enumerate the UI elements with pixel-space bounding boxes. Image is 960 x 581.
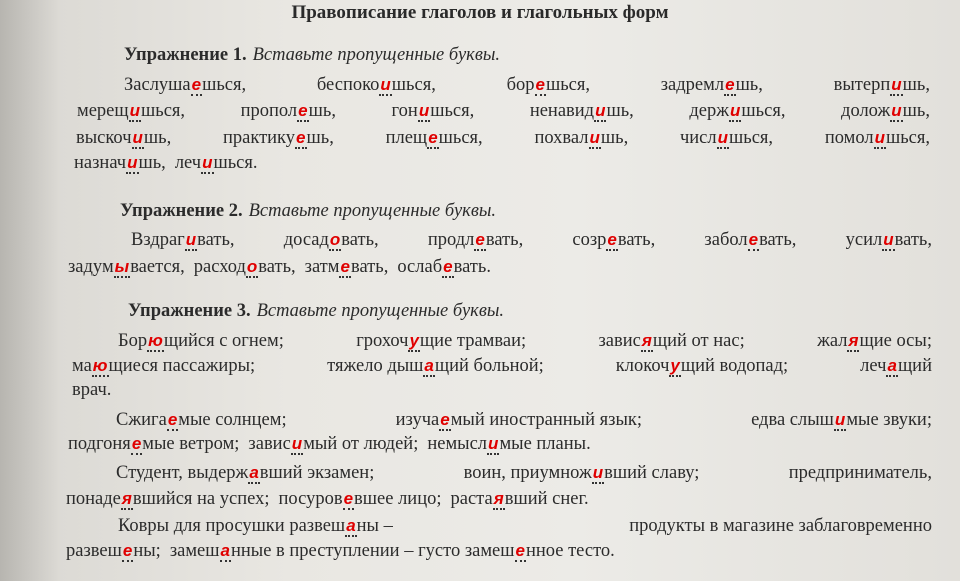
exercise-word: [598, 331, 744, 352]
inserted-letter: у: [670, 356, 680, 375]
inserted-letter: е: [191, 75, 202, 94]
word-text: вший снег.: [504, 489, 589, 509]
exercise-word: [317, 75, 436, 96]
word-text: щий больной;: [434, 356, 544, 376]
inserted-letter: и: [291, 434, 303, 453]
word-text: щий водопад;: [680, 356, 789, 376]
inserted-letter: я: [493, 489, 504, 508]
word-text: предприниматель,: [788, 463, 932, 483]
exercise-3-heading: Упражнение 3.: [128, 301, 251, 321]
exercise-2-header: [120, 201, 496, 222]
inserted-letter: и: [874, 128, 885, 147]
word-text: Бор: [118, 331, 148, 351]
exercise-2-heading: Упражнение 2.: [120, 201, 243, 221]
exercise-word: [66, 489, 270, 510]
exercise-word: [116, 463, 374, 484]
exercise-word: [194, 257, 296, 278]
inserted-letter: о: [329, 230, 341, 249]
exercise-3-line: [68, 434, 600, 455]
exercise-word: [817, 331, 932, 352]
word-text: задум: [68, 257, 114, 277]
word-text: ослаб: [397, 257, 443, 277]
word-text: грохоч: [356, 331, 409, 351]
inserted-letter: е: [440, 410, 450, 429]
inserted-letter: я: [121, 489, 132, 508]
word-text: клокоч: [615, 356, 670, 376]
word-text: вать,: [617, 230, 656, 250]
word-text: нное тесто.: [525, 541, 615, 561]
word-text: шь,: [306, 128, 334, 148]
word-text: шь,: [600, 128, 629, 148]
inserted-letter: я: [641, 331, 652, 350]
exercise-word: [534, 128, 628, 149]
exercise-word: [704, 230, 796, 251]
exercise-3-line: [72, 380, 120, 401]
inserted-letter: и: [883, 230, 894, 249]
exercise-word: [118, 331, 284, 352]
word-text: щийся с огнем;: [163, 331, 284, 351]
word-text: мые звуки;: [846, 410, 932, 430]
word-text: подгоня: [68, 434, 131, 454]
page-title: Правописание глаголов и глагольных форм: [291, 2, 669, 23]
exercise-1-header: [124, 45, 500, 66]
word-text: шь,: [308, 101, 336, 121]
exercise-word: [427, 434, 590, 455]
inserted-letter: е: [122, 541, 133, 560]
exercise-word: [507, 75, 590, 96]
word-text: шься,: [141, 101, 186, 121]
word-text: продл: [427, 230, 475, 250]
word-text: беспоко: [316, 75, 380, 95]
word-text: усил: [845, 230, 883, 250]
word-text: вшийся на успех;: [132, 489, 270, 509]
word-text: мые солнцем;: [178, 410, 287, 430]
inserted-letter: и: [127, 153, 138, 172]
inserted-letter: у: [409, 331, 419, 350]
word-text: вается,: [130, 257, 185, 277]
exercise-word: [386, 128, 483, 149]
exercise-word: [327, 356, 544, 377]
word-text: вший славу;: [604, 463, 700, 483]
word-text: продукты в магазине заблаговременно: [629, 516, 932, 536]
word-text: ны;: [133, 541, 161, 561]
word-text: воин, приумнож: [463, 463, 592, 483]
inserted-letter: а: [249, 463, 259, 482]
word-text: шься,: [741, 101, 786, 121]
exercise-word: [356, 331, 526, 352]
word-text: вать,: [350, 257, 389, 277]
exercise-3-task: Вставьте пропущенные буквы.: [256, 301, 505, 321]
word-text: шься,: [438, 128, 483, 148]
inserted-letter: е: [607, 230, 617, 249]
word-text: развеш: [66, 541, 122, 561]
exercise-word: [118, 516, 393, 537]
word-text: шься,: [430, 101, 475, 121]
word-text: шь,: [902, 75, 930, 95]
word-text: немысл: [427, 434, 488, 454]
exercise-word: [846, 230, 932, 251]
word-text: вать,: [485, 230, 524, 250]
inserted-letter: е: [443, 257, 453, 276]
word-text: Сжига: [116, 410, 167, 430]
word-text: ны –: [356, 516, 393, 536]
word-text: изуча: [395, 410, 440, 430]
word-text: завис: [248, 434, 291, 454]
inserted-letter: а: [220, 541, 230, 560]
word-text: завис: [598, 331, 641, 351]
exercise-3-line: [116, 463, 932, 484]
word-text: мый иностранный язык;: [450, 410, 643, 430]
word-text: вший экзамен;: [259, 463, 375, 483]
word-text: мые планы.: [499, 434, 591, 454]
exercise-word: [170, 541, 615, 562]
word-text: плещ: [385, 128, 428, 148]
exercise-word: [825, 128, 930, 149]
word-text: тяжело дыш: [327, 356, 424, 376]
word-text: мый от людей;: [303, 434, 419, 454]
exercise-word: [72, 380, 111, 401]
word-text: расход: [193, 257, 246, 277]
exercise-word: [72, 356, 255, 377]
exercise-1-task: Вставьте пропущенные буквы.: [252, 45, 501, 65]
word-text: Заслуша: [124, 75, 191, 95]
exercise-3-header: [128, 301, 504, 322]
word-text: гон: [391, 101, 418, 121]
word-text: шь,: [606, 101, 634, 121]
exercise-word: [74, 153, 166, 174]
word-text: вшее лицо;: [354, 489, 442, 509]
inserted-letter: и: [595, 101, 606, 120]
word-text: нные в преступлении – густо замеш: [230, 541, 515, 561]
exercise-1-line: [124, 75, 930, 96]
exercise-word: [68, 434, 239, 455]
inserted-letter: и: [589, 128, 600, 147]
word-text: досад: [283, 230, 329, 250]
exercise-word: [396, 410, 642, 431]
exercise-word: [428, 230, 523, 251]
inserted-letter: е: [298, 101, 308, 120]
exercise-3-line: [72, 356, 932, 377]
word-text: вытерп: [833, 75, 891, 95]
exercise-1-line: [76, 128, 930, 149]
exercise-3-line: [118, 516, 932, 537]
exercise-word: [392, 101, 475, 122]
word-text: щий от нас;: [652, 331, 745, 351]
exercise-word: [860, 356, 932, 377]
word-text: затм: [304, 257, 340, 277]
word-text: шь,: [143, 128, 172, 148]
word-text: шься,: [391, 75, 436, 95]
exercise-3-line: [66, 541, 624, 562]
exercise-word: [572, 230, 655, 251]
word-text: Ковры для просушки развеш: [118, 516, 346, 536]
inserted-letter: ы: [114, 257, 130, 276]
exercise-word: [689, 101, 785, 122]
exercise-word: [175, 153, 258, 174]
exercise-word: [66, 541, 161, 562]
inserted-letter: е: [296, 128, 306, 147]
exercise-word: [751, 410, 932, 431]
word-text: вать.: [453, 257, 491, 277]
exercise-word: [77, 101, 185, 122]
page-shadow: [0, 0, 60, 581]
word-text: щий: [897, 356, 932, 376]
word-text: выскоч: [76, 128, 132, 148]
inserted-letter: и: [202, 153, 213, 172]
exercise-1-heading: Упражнение 1.: [124, 45, 247, 65]
inserted-letter: е: [515, 541, 525, 560]
inserted-letter: е: [725, 75, 735, 94]
inserted-letter: е: [343, 489, 354, 508]
inserted-letter: и: [592, 463, 604, 482]
word-text: шься,: [202, 75, 247, 95]
exercise-word: [841, 101, 930, 122]
exercise-word: [629, 516, 932, 537]
inserted-letter: ю: [92, 356, 108, 375]
exercise-word: [279, 489, 442, 510]
word-text: помол: [824, 128, 874, 148]
exercise-word: [131, 230, 235, 251]
word-text: шь,: [138, 153, 166, 173]
inserted-letter: е: [167, 410, 178, 429]
inserted-letter: е: [131, 434, 142, 453]
exercise-word: [464, 463, 700, 484]
word-text: шься,: [545, 75, 590, 95]
inserted-letter: я: [848, 331, 859, 350]
word-text: бор: [506, 75, 535, 95]
inserted-letter: е: [535, 75, 545, 94]
exercise-word: [834, 75, 930, 96]
word-text: созр: [572, 230, 607, 250]
word-text: понаде: [66, 489, 121, 509]
word-text: щиеся пассажиры;: [108, 356, 256, 376]
exercise-word: [124, 75, 246, 96]
inserted-letter: и: [380, 75, 391, 94]
exercise-word: [530, 101, 634, 122]
exercise-word: [248, 434, 418, 455]
word-text: долож: [841, 101, 891, 121]
inserted-letter: е: [340, 257, 350, 276]
inserted-letter: е: [428, 128, 438, 147]
exercise-word: [76, 128, 171, 149]
word-text: вать,: [258, 257, 296, 277]
exercise-3-line: [118, 331, 932, 352]
exercise-word: [397, 257, 491, 278]
word-text: вать,: [759, 230, 797, 250]
inserted-letter: и: [891, 75, 902, 94]
word-text: врач.: [72, 380, 112, 400]
word-text: пропол: [240, 101, 298, 121]
exercise-word: [68, 257, 185, 278]
inserted-letter: а: [887, 356, 897, 375]
word-text: едва слыш: [751, 410, 834, 430]
inserted-letter: о: [246, 257, 258, 276]
inserted-letter: и: [488, 434, 499, 453]
word-text: вать,: [894, 230, 932, 250]
exercise-2-task: Вставьте пропущенные буквы.: [248, 201, 497, 221]
exercise-3-line: [66, 489, 598, 510]
exercise-1-line: [74, 153, 267, 174]
word-text: Студент, выдерж: [116, 463, 249, 483]
inserted-letter: и: [717, 128, 729, 147]
exercise-word: [616, 356, 788, 377]
exercise-word: [451, 489, 589, 510]
word-text: шься,: [729, 128, 774, 148]
inserted-letter: и: [418, 101, 430, 120]
inserted-letter: а: [424, 356, 434, 375]
word-text: щие осы;: [859, 331, 932, 351]
exercise-word: [789, 463, 932, 484]
word-text: мерещ: [77, 101, 129, 121]
inserted-letter: и: [834, 410, 846, 429]
word-text: раста: [450, 489, 493, 509]
exercise-word: [223, 128, 334, 149]
inserted-letter: и: [129, 101, 141, 120]
word-text: практику: [222, 128, 296, 148]
inserted-letter: и: [730, 101, 741, 120]
exercise-word: [284, 230, 379, 251]
word-text: мые ветром;: [142, 434, 240, 454]
word-text: задремл: [660, 75, 725, 95]
word-text: похвал: [534, 128, 589, 148]
word-text: назнач: [74, 153, 127, 173]
word-text: ненавид: [529, 101, 595, 121]
inserted-letter: ю: [148, 331, 163, 350]
word-text: посуров: [278, 489, 343, 509]
word-text: замеш: [169, 541, 220, 561]
word-text: шь,: [902, 101, 930, 121]
word-text: вать,: [197, 230, 235, 250]
word-text: ма: [72, 356, 92, 376]
inserted-letter: е: [475, 230, 485, 249]
word-text: числ: [679, 128, 717, 148]
exercise-word: [305, 257, 389, 278]
exercise-2-line: [68, 257, 500, 278]
word-text: жал: [817, 331, 848, 351]
exercise-word: [241, 101, 336, 122]
inserted-letter: и: [891, 101, 902, 120]
word-text: шься,: [885, 128, 930, 148]
exercise-2-line: [131, 230, 932, 251]
word-text: щие трамваи;: [419, 331, 527, 351]
exercise-word: [116, 410, 287, 431]
inserted-letter: и: [132, 128, 143, 147]
word-text: забол: [704, 230, 748, 250]
inserted-letter: и: [185, 230, 197, 249]
word-text: леч: [174, 153, 202, 173]
exercise-1-line: [77, 101, 930, 122]
word-text: держ: [689, 101, 730, 121]
exercise-word: [680, 128, 773, 149]
word-text: Вздраг: [131, 230, 185, 250]
word-text: шь,: [735, 75, 763, 95]
word-text: шься.: [213, 153, 258, 173]
word-text: вать,: [341, 230, 379, 250]
inserted-letter: е: [748, 230, 759, 249]
exercise-3-line: [116, 410, 932, 431]
inserted-letter: а: [346, 516, 356, 535]
word-text: леч: [860, 356, 887, 376]
exercise-word: [661, 75, 763, 96]
